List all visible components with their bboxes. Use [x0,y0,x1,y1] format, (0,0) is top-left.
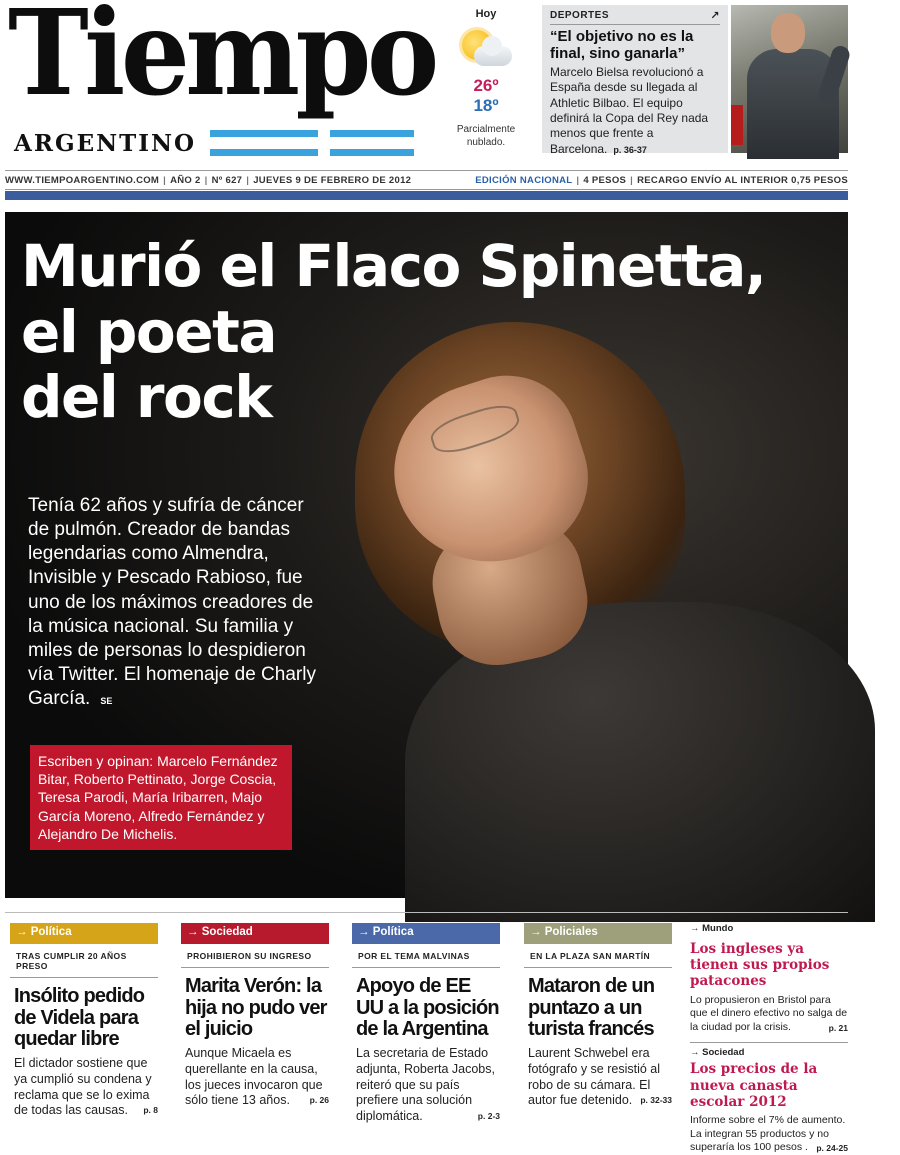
blue-divider [5,191,848,200]
sports-headline[interactable]: “El objetivo no es la final, sino ganarla” [550,28,694,62]
story-title[interactable]: Mataron de un puntazo a un turista francés [528,975,655,1041]
deck-ref: SE [100,696,113,706]
section-tag: → Política [352,923,500,944]
page-ref: p. 2-3 [477,1111,500,1122]
sidebar-text-body: Informe sobre el 7% de aumento. La integran 55 productos y no superaría los 100 pesos . [690,1114,846,1154]
sidebar-title[interactable]: Los precios de la nueva canasta escolar 2012 [690,1061,818,1110]
headline-line-2: el poeta [21,297,276,366]
story-text [352,1046,500,1125]
sports-teaser[interactable] [542,5,728,156]
sidebar-section: → Mundo [690,923,734,934]
sports-section-text: DEPORTES [550,10,610,21]
main-deck [28,494,328,711]
price: 4 PESOS [583,174,627,186]
sidebar-text [690,994,848,1035]
sidebar-item[interactable] [690,923,848,1034]
page-ref: p. 32-33 [640,1095,672,1106]
temp-max: 26º [473,76,499,95]
sidebar-section: → Sociedad [690,1047,745,1059]
weather-label: Hoy [475,8,497,20]
story-title[interactable]: Marita Verón: la hija no pudo ver el juicio [185,975,327,1041]
story-text [10,1056,158,1120]
arrow-up-right-icon: ↗ [710,10,720,22]
story-text-body: El dictador sostiene que ya cumplió su condena y reclama que se lo exima de todas las causas. [14,1055,152,1118]
sports-text-body: Marcelo Bielsa revolucionó a España desde su llegada al Athletic Bilbao. El equipo definirá la Copa del Rey nada menos que frente a Barcelona. [550,65,709,156]
story-kicker: PROHIBIERON SU INGRESO [181,944,329,968]
bottom-section [5,912,848,1154]
flag-stripe-icon [330,130,414,156]
opinion-box[interactable]: Escriben y opinan: Marcelo Fernández Bitar, Roberto Pettinato, Jorge Coscia, Teresa Parodi, María Iribarren, Majo García Moreno, Alfredo Fernández y Alejandro De Michelis. [30,745,292,850]
masthead [0,0,900,170]
section-tag: → Policiales [524,923,672,944]
sidebar [690,923,848,1155]
sidebar-item[interactable] [690,1047,848,1154]
page-ref: p. 24-25 [816,1143,848,1154]
sidebar-divider [690,1042,848,1043]
flag-stripe-icon [210,130,318,156]
main-story[interactable] [5,212,848,898]
story-title[interactable]: Insólito pedido de Videla para quedar libre [14,985,145,1051]
sports-section-label [550,10,720,25]
headline-line-1: Murió el Flaco Spinetta, [21,232,766,300]
website-link[interactable]: WWW.TIEMPOARGENTINO.COM [5,174,160,186]
surcharge: RECARGO ENVÍO AL INTERIOR 0,75 PESOS [637,174,848,186]
headline-line-3: del rock [21,363,272,432]
partly-cloudy-icon [456,28,516,72]
section-tag: → Política [10,923,158,944]
temp-min: 18º [473,96,499,115]
main-headline[interactable] [21,234,841,431]
story-column[interactable] [524,923,672,1109]
logo-sub: ARGENTINO [14,130,197,157]
section-tag: → Sociedad [181,923,329,944]
sidebar-text [690,1114,848,1155]
story-title[interactable]: Apoyo de EE UU a la posición de la Argentina [356,975,499,1041]
issue-year: AÑO 2 [170,174,201,186]
page-ref: p. 36-37 [613,144,647,155]
issue-number: Nº 627 [211,174,243,186]
story-column[interactable] [352,923,500,1125]
story-kicker: TRAS CUMPLIR 20 AÑOS PRESO [10,944,158,978]
story-text [181,1046,329,1110]
sports-text [550,65,720,157]
page-ref: p. 21 [828,1022,848,1033]
story-text-body: La secretaria de Estado adjunta, Roberta Jacobs, reiteró que su país prefiere una solución diplomática. [356,1045,495,1124]
weather-widget [440,8,532,149]
sidebar-title[interactable]: Los ingleses ya tienen sus propios patacones [690,941,830,990]
story-column[interactable] [10,923,158,1119]
weather-description: Parcialmente nublado. [456,124,516,148]
issue-date: JUEVES 9 DE FEBRERO DE 2012 [253,174,412,186]
story-kicker: EN LA PLAZA SAN MARTÍN [524,944,672,968]
story-text-body: Laurent Schwebel era fotógrafo y se resistió al robo de su cámara. El autor fue detenido. [528,1045,661,1108]
sidebar-text-body: Lo propusieron en Bristol para que el dinero efectivo no salga de la ciudad por la crisis. [690,993,848,1033]
page-ref: p. 26 [309,1095,329,1106]
edition-label: EDICIÓN NACIONAL [475,174,573,186]
story-text-body: Aunque Micaela es querellante en la causa, los jueces invocaron que sólo tiene 13 años. [185,1045,323,1108]
main-deck-text: Tenía 62 años y sufría de cáncer de pulmón. Creador de bandas legendarias como Almendra, Invisible y Pescado Rabioso, fue uno de los máximos creadores de la música nacional. Su familia y miles de personas lo despidieron vía Twitter. El homenaje de Charly García. [28,495,316,709]
page-ref: p. 8 [143,1105,158,1116]
dateline: WWW.TIEMPOARGENTINO.COM | AÑO 2 | Nº 627 | JUEVES 9 DE FEBRERO DE 2012 EDICIÓN NACIONAL | 4 PESOS | RECARGO ENVÍO AL INTERIOR 0,75 PESOS [5,170,848,190]
logo-main[interactable]: Tiempo [8,0,435,122]
story-column[interactable] [181,923,329,1109]
story-text [524,1046,672,1110]
story-kicker: POR EL TEMA MALVINAS [352,944,500,968]
sports-photo [731,5,848,153]
